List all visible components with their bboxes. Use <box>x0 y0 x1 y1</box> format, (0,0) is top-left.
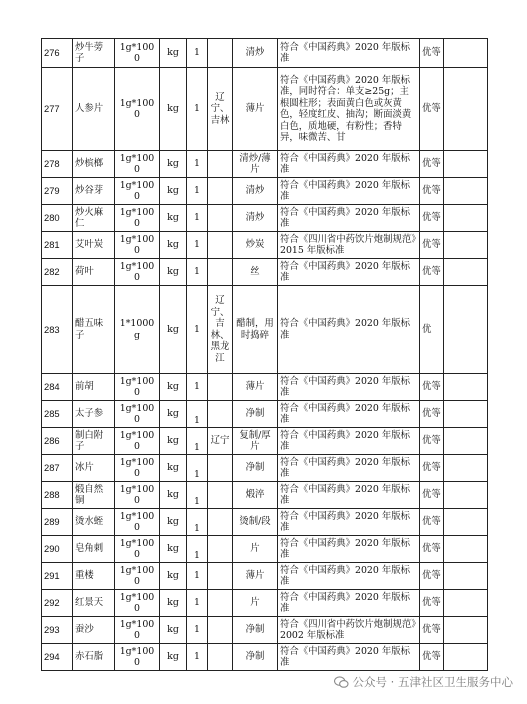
standard-cell: 符合《中国药典》2020 年版标准 <box>278 151 420 178</box>
grade-cell: 优等 <box>420 205 444 232</box>
processing-cell: 复制/厚片 <box>233 428 278 455</box>
row-number: 287 <box>42 455 73 482</box>
table-row <box>42 536 488 563</box>
table-row <box>42 286 488 374</box>
row-number: 281 <box>42 232 73 259</box>
grade-cell: 优等 <box>420 617 444 644</box>
grade-cell: 优 <box>420 286 444 374</box>
processing-cell: 片 <box>233 536 278 563</box>
standard-cell: 符合《中国药典》2020 年版标准 <box>278 590 420 617</box>
origin-cell <box>208 644 233 671</box>
unit-cell: kg <box>160 401 187 428</box>
row-number: 285 <box>42 401 73 428</box>
quantity-cell: 1 <box>187 68 208 151</box>
blank-cell <box>444 374 488 401</box>
row-number: 294 <box>42 644 73 671</box>
quantity-cell: 1 <box>187 455 208 482</box>
blank-cell <box>444 68 488 151</box>
spec-cell: 1*1000g <box>115 286 160 374</box>
unit-cell: kg <box>160 205 187 232</box>
wechat-icon <box>334 676 349 689</box>
blank-cell <box>444 482 488 509</box>
processing-cell: 醋制，用时捣碎 <box>233 286 278 374</box>
quantity-cell: 1 <box>187 232 208 259</box>
table-row <box>42 590 488 617</box>
row-number: 293 <box>42 617 73 644</box>
table-row <box>42 482 488 509</box>
quantity-cell: 1 <box>187 401 208 428</box>
row-number: 277 <box>42 68 73 151</box>
table-row <box>42 259 488 286</box>
grade-cell: 优等 <box>420 39 444 68</box>
table-row <box>42 39 488 68</box>
quantity-cell: 1 <box>187 617 208 644</box>
herb-name: 艾叶炭 <box>73 232 115 259</box>
spec-cell: 1g*1000 <box>115 455 160 482</box>
unit-cell: kg <box>160 563 187 590</box>
blank-cell <box>444 455 488 482</box>
standard-cell: 符合《中国药典》2020 年版标准 <box>278 178 420 205</box>
blank-cell <box>444 286 488 374</box>
spec-cell: 1g*1000 <box>115 536 160 563</box>
table-row <box>42 205 488 232</box>
quantity-cell: 1 <box>187 259 208 286</box>
grade-cell: 优等 <box>420 178 444 205</box>
origin-cell <box>208 205 233 232</box>
origin-cell <box>208 563 233 590</box>
table-row <box>42 178 488 205</box>
processing-cell: 炒炭 <box>233 232 278 259</box>
table-row <box>42 509 488 536</box>
standard-cell: 符合《中国药典》2020 年版标准 <box>278 536 420 563</box>
herb-name: 太子参 <box>73 401 115 428</box>
spec-cell: 1g*1000 <box>115 482 160 509</box>
unit-cell: kg <box>160 455 187 482</box>
standard-cell: 符合《中国药典》2020 年版标准 <box>278 401 420 428</box>
herb-name: 荷叶 <box>73 259 115 286</box>
origin-cell: 辽宁、吉林、黑龙江 <box>208 286 233 374</box>
unit-cell: kg <box>160 286 187 374</box>
quantity-cell: 1 <box>187 509 208 536</box>
row-number: 280 <box>42 205 73 232</box>
processing-cell: 清炒 <box>233 39 278 68</box>
standard-cell: 符合《中国药典》2020 年版标准 <box>278 509 420 536</box>
unit-cell: kg <box>160 151 187 178</box>
grade-cell: 优等 <box>420 259 444 286</box>
processing-cell: 净制 <box>233 617 278 644</box>
unit-cell: kg <box>160 617 187 644</box>
blank-cell <box>444 401 488 428</box>
processing-cell: 薄片 <box>233 563 278 590</box>
standard-cell: 符合《中国药典》2020 年版标准 <box>278 428 420 455</box>
grade-cell: 优等 <box>420 455 444 482</box>
quantity-cell: 1 <box>187 178 208 205</box>
row-number: 286 <box>42 428 73 455</box>
origin-cell <box>208 232 233 259</box>
blank-cell <box>444 509 488 536</box>
spec-cell: 1g*1000 <box>115 428 160 455</box>
origin-cell <box>208 509 233 536</box>
processing-cell: 片 <box>233 590 278 617</box>
blank-cell <box>444 590 488 617</box>
quantity-cell: 1 <box>187 536 208 563</box>
standard-cell: 符合《中国药典》2020 年版标准 <box>278 455 420 482</box>
herb-name: 烫水蛭 <box>73 509 115 536</box>
spec-cell: 1g*1000 <box>115 151 160 178</box>
processing-cell: 丝 <box>233 259 278 286</box>
table-row <box>42 151 488 178</box>
origin-cell <box>208 536 233 563</box>
unit-cell: kg <box>160 590 187 617</box>
spec-cell: 1g*1000 <box>115 232 160 259</box>
standard-cell: 符合《中国药典》2020 年版标准 <box>278 39 420 68</box>
unit-cell: kg <box>160 259 187 286</box>
standard-cell: 符合《四川省中药饮片炮制规范》2015 年版标准 <box>278 232 420 259</box>
row-number: 283 <box>42 286 73 374</box>
standard-cell: 符合《中国药典》2020 年版标准 <box>278 205 420 232</box>
blank-cell <box>444 205 488 232</box>
grade-cell: 优等 <box>420 482 444 509</box>
processing-cell: 净制 <box>233 644 278 671</box>
unit-cell: kg <box>160 39 187 68</box>
herb-name: 炒牛蒡子 <box>73 39 115 68</box>
grade-cell: 优等 <box>420 401 444 428</box>
processing-cell: 净制 <box>233 401 278 428</box>
unit-cell: kg <box>160 232 187 259</box>
row-number: 279 <box>42 178 73 205</box>
spec-cell: 1g*1000 <box>115 401 160 428</box>
unit-cell: kg <box>160 428 187 455</box>
standard-cell: 符合《中国药典》2020 年版标准 <box>278 644 420 671</box>
standard-cell: 符合《四川省中药饮片炮制规范》2002 年版标准 <box>278 617 420 644</box>
origin-cell <box>208 151 233 178</box>
origin-cell <box>208 617 233 644</box>
quantity-cell: 1 <box>187 374 208 401</box>
quantity-cell: 1 <box>187 644 208 671</box>
blank-cell <box>444 617 488 644</box>
quantity-cell: 1 <box>187 151 208 178</box>
quantity-cell: 1 <box>187 205 208 232</box>
grade-cell: 优等 <box>420 232 444 259</box>
spec-cell: 1g*1000 <box>115 644 160 671</box>
grade-cell: 优等 <box>420 644 444 671</box>
row-number: 292 <box>42 590 73 617</box>
unit-cell: kg <box>160 482 187 509</box>
table-row <box>42 563 488 590</box>
standard-cell: 符合《中国药典》2020 年版标准 <box>278 374 420 401</box>
herb-name: 重楼 <box>73 563 115 590</box>
origin-cell <box>208 259 233 286</box>
unit-cell: kg <box>160 536 187 563</box>
blank-cell <box>444 644 488 671</box>
grade-cell: 优等 <box>420 563 444 590</box>
spec-cell: 1g*1000 <box>115 205 160 232</box>
unit-cell: kg <box>160 509 187 536</box>
processing-cell: 清炒 <box>233 178 278 205</box>
quantity-cell: 1 <box>187 563 208 590</box>
row-number: 291 <box>42 563 73 590</box>
blank-cell <box>444 178 488 205</box>
origin-cell <box>208 482 233 509</box>
table-row <box>42 617 488 644</box>
processing-cell: 净制 <box>233 455 278 482</box>
standard-cell: 符合《中国药典》2020 年版标准 <box>278 286 420 374</box>
row-number: 290 <box>42 536 73 563</box>
origin-cell <box>208 374 233 401</box>
quantity-cell: 1 <box>187 590 208 617</box>
table-row <box>42 232 488 259</box>
herb-spec-table <box>41 38 488 671</box>
grade-cell: 优等 <box>420 428 444 455</box>
origin-cell <box>208 401 233 428</box>
standard-cell: 符合《中国药典》2020 年版标准，同时符合：单支≥25g；主根圆柱形；表面黄白色或灰黄色，轻度红皮、抽沟；断面淡黄白色，质地硬，有粉性；香特异，味微苦、甘 <box>278 68 420 151</box>
spec-cell: 1g*1000 <box>115 178 160 205</box>
quantity-cell: 1 <box>187 482 208 509</box>
spec-cell: 1g*1000 <box>115 374 160 401</box>
spec-cell: 1g*1000 <box>115 68 160 151</box>
origin-cell: 辽宁 <box>208 428 233 455</box>
processing-cell: 清炒 <box>233 205 278 232</box>
herb-name: 制白附子 <box>73 428 115 455</box>
grade-cell: 优等 <box>420 374 444 401</box>
row-number: 284 <box>42 374 73 401</box>
unit-cell: kg <box>160 644 187 671</box>
grade-cell: 优等 <box>420 536 444 563</box>
blank-cell <box>444 563 488 590</box>
blank-cell <box>444 39 488 68</box>
row-number: 276 <box>42 39 73 68</box>
grade-cell: 优等 <box>420 68 444 151</box>
herb-name: 皂角刺 <box>73 536 115 563</box>
quantity-cell: 1 <box>187 428 208 455</box>
unit-cell: kg <box>160 374 187 401</box>
row-number: 289 <box>42 509 73 536</box>
herb-name: 蚕沙 <box>73 617 115 644</box>
blank-cell <box>444 151 488 178</box>
grade-cell: 优等 <box>420 509 444 536</box>
processing-cell: 烫制/段 <box>233 509 278 536</box>
table-row <box>42 455 488 482</box>
herb-name: 红景天 <box>73 590 115 617</box>
herb-name: 人参片 <box>73 68 115 151</box>
origin-cell: 辽宁、吉林 <box>208 68 233 151</box>
origin-cell <box>208 39 233 68</box>
processing-cell: 煅淬 <box>233 482 278 509</box>
wechat-watermark <box>334 674 513 690</box>
table-row <box>42 401 488 428</box>
row-number: 278 <box>42 151 73 178</box>
blank-cell <box>444 232 488 259</box>
row-number: 288 <box>42 482 73 509</box>
standard-cell: 符合《中国药典》2020 年版标准 <box>278 482 420 509</box>
processing-cell: 薄片 <box>233 374 278 401</box>
standard-cell: 符合《中国药典》2020 年版标准 <box>278 563 420 590</box>
table-row <box>42 374 488 401</box>
spec-cell: 1g*1000 <box>115 259 160 286</box>
herb-name: 炒火麻仁 <box>73 205 115 232</box>
herb-name: 炒槟榔 <box>73 151 115 178</box>
unit-cell: kg <box>160 178 187 205</box>
table-row <box>42 68 488 151</box>
spec-cell: 1g*1000 <box>115 590 160 617</box>
unit-cell: kg <box>160 68 187 151</box>
row-number: 282 <box>42 259 73 286</box>
table-row <box>42 644 488 671</box>
herb-name: 醋五味子 <box>73 286 115 374</box>
quantity-cell: 1 <box>187 286 208 374</box>
grade-cell: 优等 <box>420 590 444 617</box>
spec-cell: 1g*1000 <box>115 509 160 536</box>
origin-cell <box>208 590 233 617</box>
processing-cell: 薄片 <box>233 68 278 151</box>
standard-cell: 符合《中国药典》2020 年版标准 <box>278 259 420 286</box>
herb-name: 炒谷芽 <box>73 178 115 205</box>
origin-cell <box>208 178 233 205</box>
table-row <box>42 428 488 455</box>
watermark-text: 公众号 · 五津社区卫生服务中心 <box>352 675 513 689</box>
spec-cell: 1g*1000 <box>115 563 160 590</box>
grade-cell: 优等 <box>420 151 444 178</box>
origin-cell <box>208 455 233 482</box>
herb-name: 冰片 <box>73 455 115 482</box>
blank-cell <box>444 536 488 563</box>
quantity-cell: 1 <box>187 39 208 68</box>
processing-cell: 清炒/薄片 <box>233 151 278 178</box>
herb-name: 赤石脂 <box>73 644 115 671</box>
herb-name: 煅自然铜 <box>73 482 115 509</box>
herb-name: 前胡 <box>73 374 115 401</box>
blank-cell <box>444 259 488 286</box>
blank-cell <box>444 428 488 455</box>
spec-cell: 1g*1000 <box>115 39 160 68</box>
spec-cell: 1g*1000 <box>115 617 160 644</box>
